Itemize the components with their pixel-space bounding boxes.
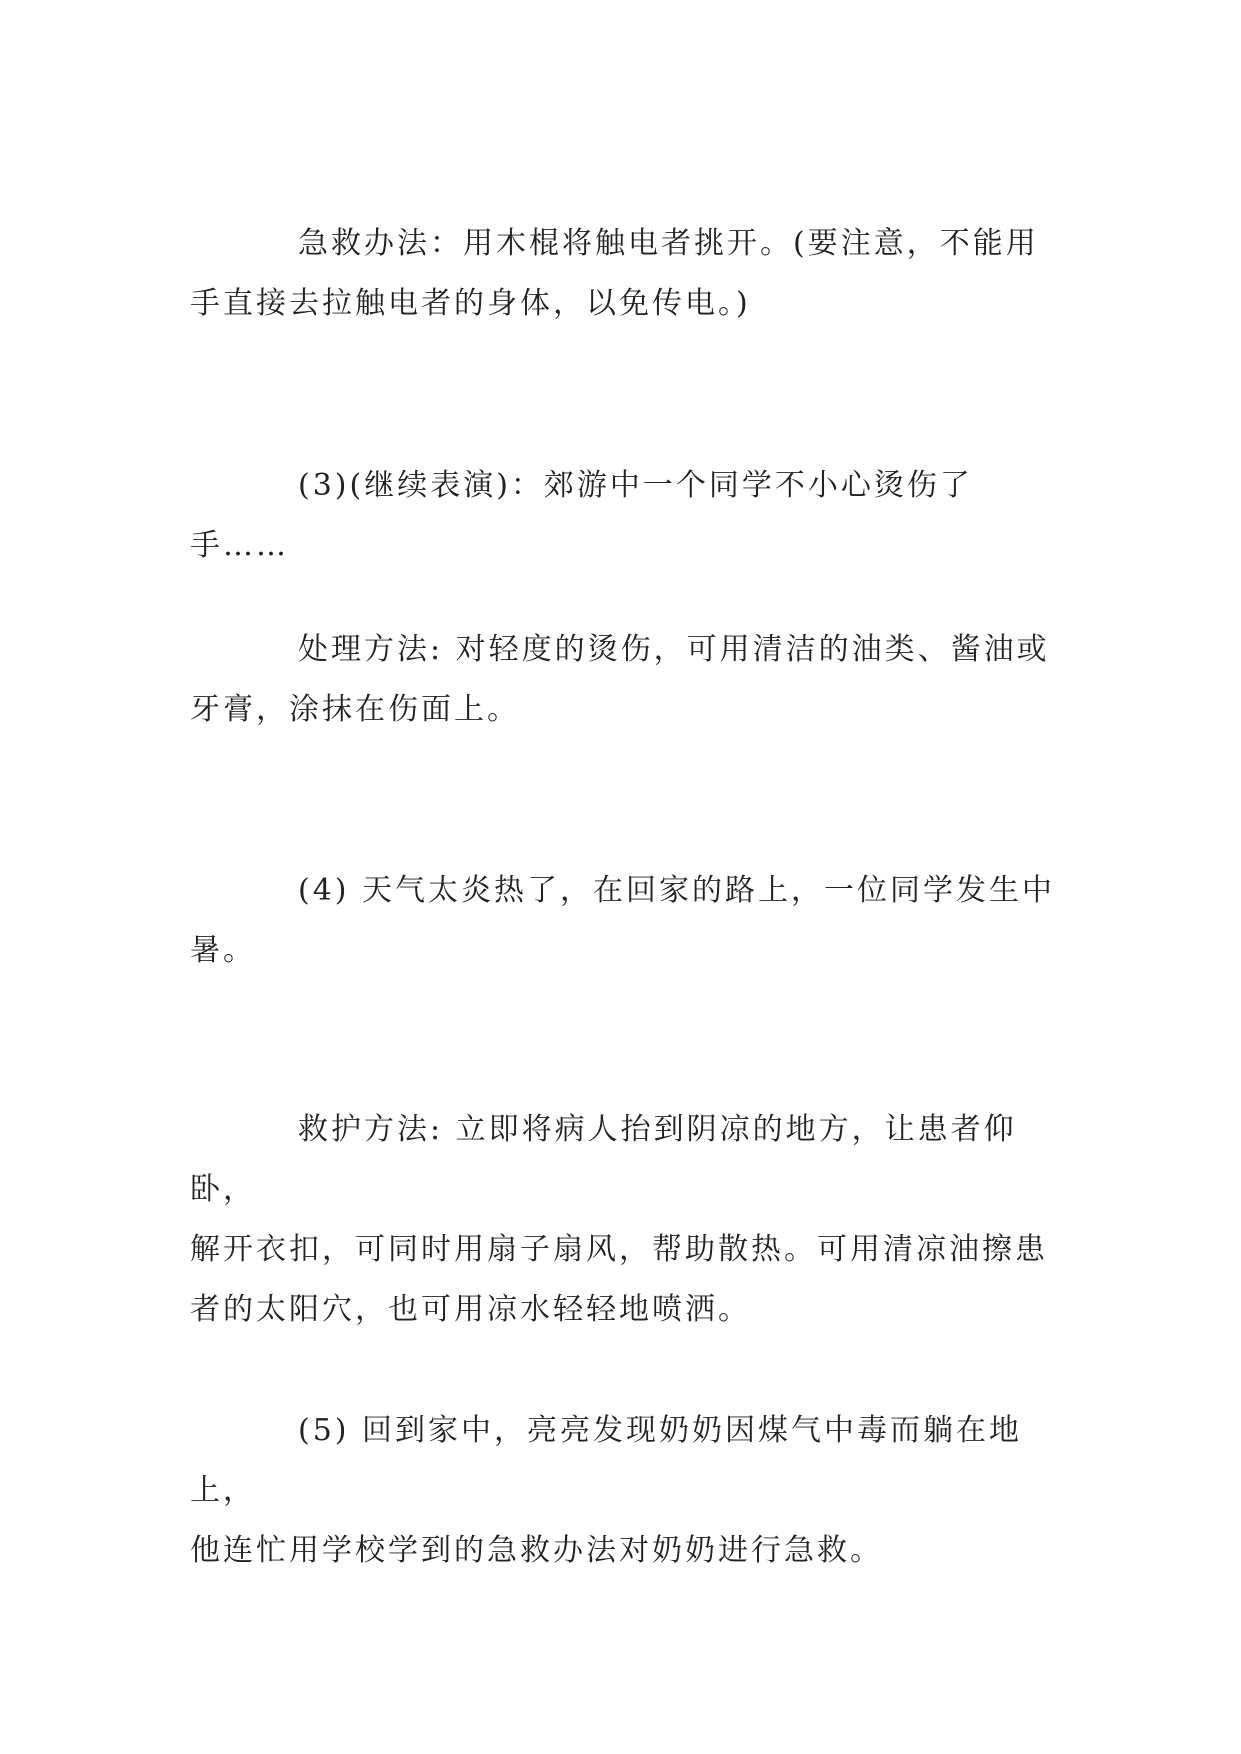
text-line: (4) 天气太炎热了，在回家的路上，一位同学发生中 bbox=[298, 873, 1056, 908]
text-line: (3)(继续表演)：郊游中一个同学不小心烫伤了手…… bbox=[190, 468, 973, 563]
text-line: 急救办法：用木棍将触电者挑开。(要注意，不能用 bbox=[298, 226, 1039, 261]
paragraph-burn-treatment bbox=[190, 620, 1056, 740]
text-line: 暑。 bbox=[190, 933, 256, 968]
text-line: (5) 回到家中，亮亮发现奶奶因煤气中毒而躺在地上， bbox=[190, 1413, 1023, 1508]
text-line: 救护方法: 立即将病人抬到阴凉的地方，让患者仰卧， bbox=[190, 1112, 1017, 1207]
paragraph-heatstroke-scenario bbox=[190, 861, 1056, 981]
text-line: 牙膏，涂抹在伤面上。 bbox=[190, 692, 520, 727]
paragraph-electric-shock-rescue bbox=[190, 214, 1056, 334]
text-line: 解开衣扣，可同时用扇子扇风，帮助散热。可用清凉油擦患 bbox=[190, 1232, 1048, 1267]
paragraph-heatstroke-treatment bbox=[190, 1100, 1056, 1340]
paragraph-gas-poisoning-scenario bbox=[190, 1401, 1056, 1581]
text-line: 他连忙用学校学到的急救办法对奶奶进行急救。 bbox=[190, 1533, 883, 1568]
text-line: 手直接去拉触电者的身体，以免传电。) bbox=[190, 286, 751, 321]
text-line: 处理方法: 对轻度的烫伤，可用清洁的油类、酱油或 bbox=[298, 632, 1050, 667]
text-line: 者的太阳穴，也可用凉水轻轻地喷洒。 bbox=[190, 1292, 751, 1327]
paragraph-burn-scenario bbox=[190, 456, 1056, 576]
